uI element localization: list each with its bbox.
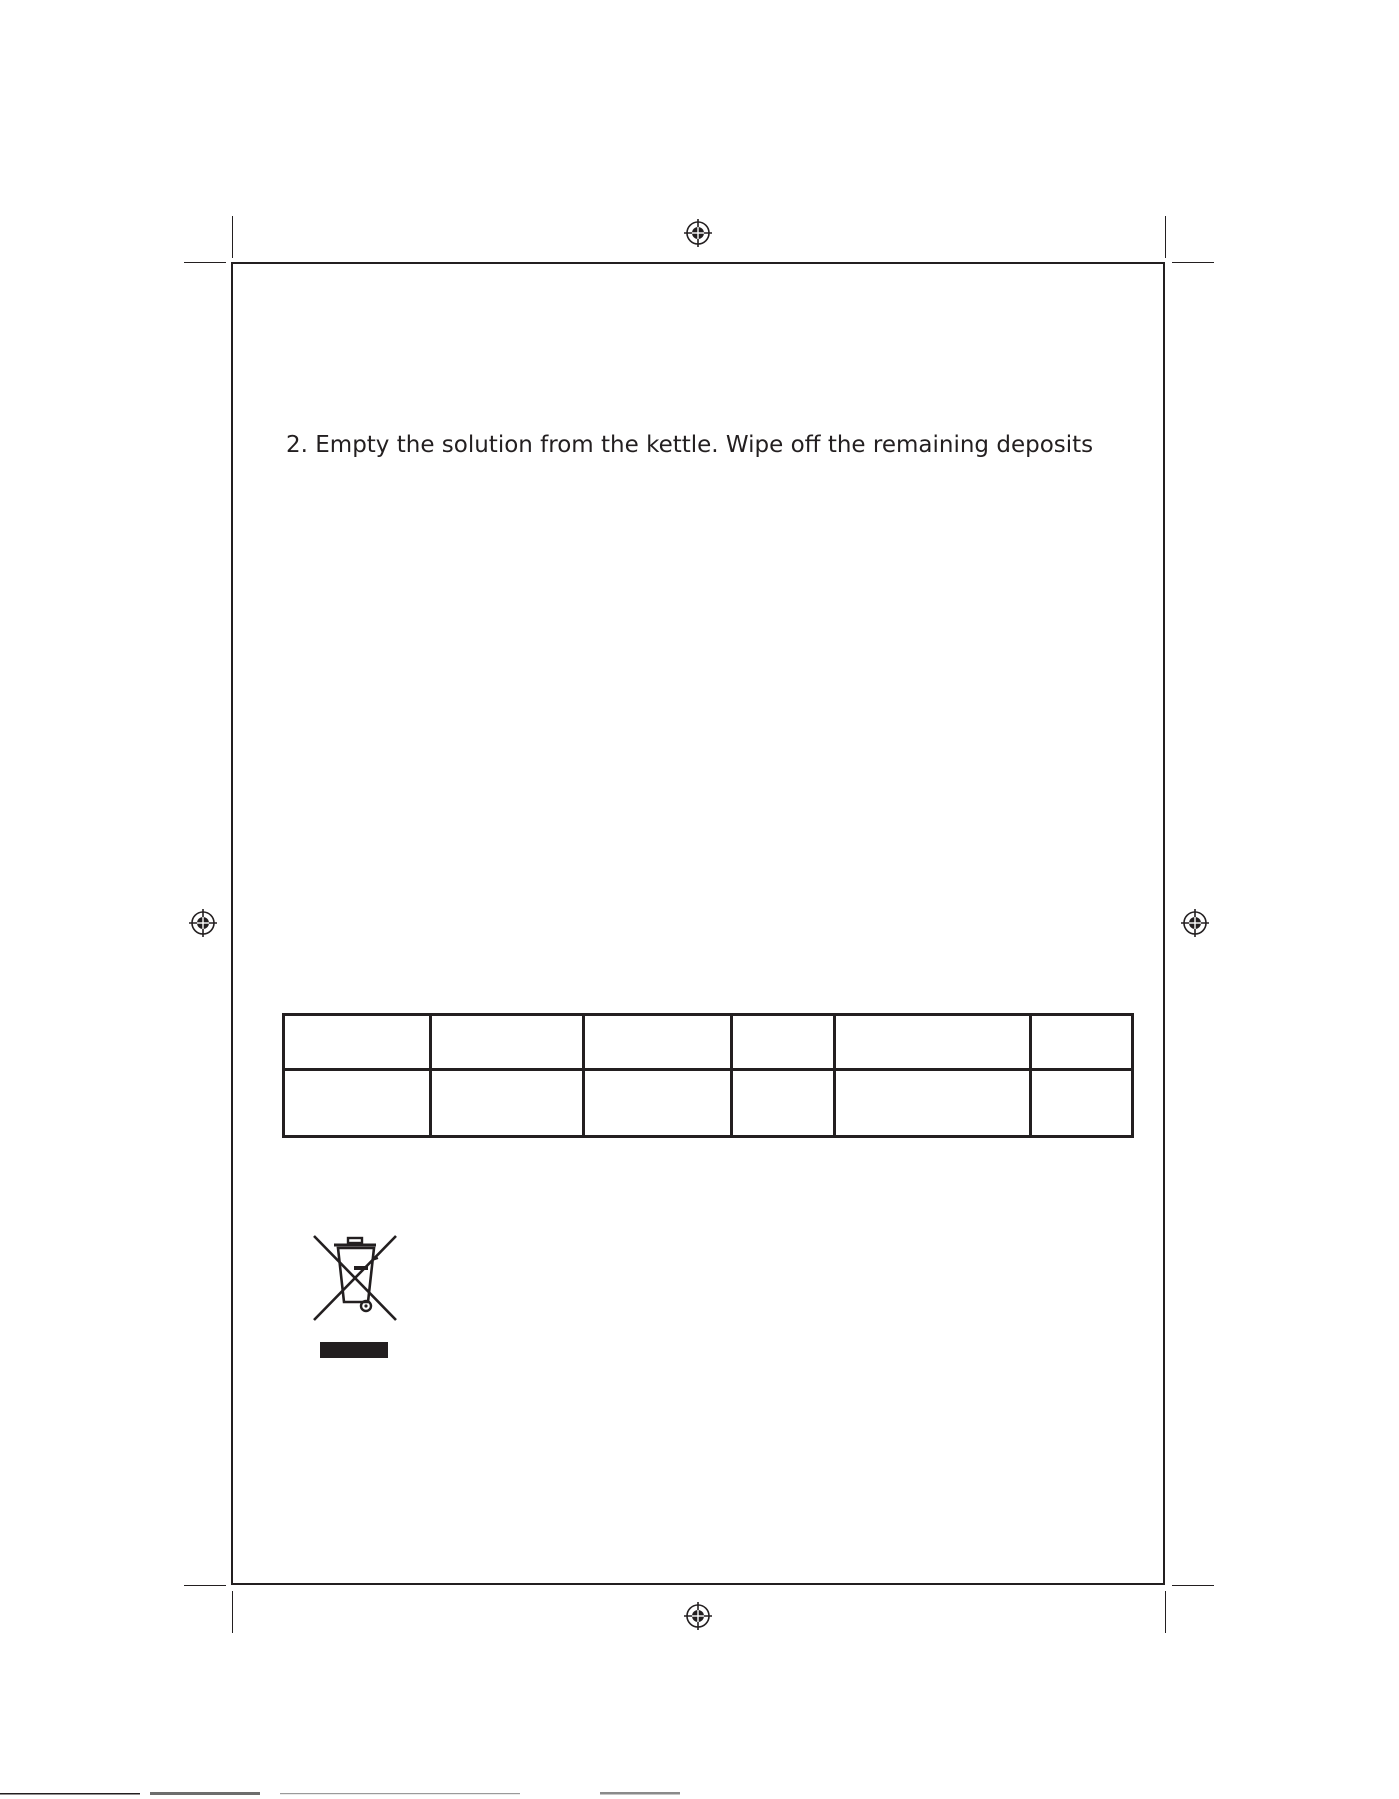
table-cell xyxy=(584,1070,732,1137)
specification-table xyxy=(282,1013,1134,1138)
descaling-step-2: 2. Empty the solution from the kettle. Wipe off the remaining deposits xyxy=(286,432,1094,458)
crop-mark-bottom-left-vertical xyxy=(232,1591,233,1633)
table-cell xyxy=(835,1070,1031,1137)
weee-crossed-out-bin-icon xyxy=(308,1232,404,1362)
print-edge-artifact xyxy=(0,1790,1399,1799)
table-row xyxy=(284,1070,1133,1137)
registration-mark-bottom-icon xyxy=(684,1602,712,1630)
table-cell xyxy=(732,1015,835,1070)
table-cell xyxy=(284,1070,431,1137)
registration-mark-left-icon xyxy=(189,909,217,937)
table-cell xyxy=(732,1070,835,1137)
table-row xyxy=(284,1015,1133,1070)
table-cell xyxy=(1031,1015,1133,1070)
crop-mark-top-right-horizontal xyxy=(1172,262,1214,263)
crop-mark-bottom-right-vertical xyxy=(1165,1591,1166,1633)
crop-mark-bottom-left-horizontal xyxy=(184,1585,226,1586)
table-cell xyxy=(284,1015,431,1070)
registration-mark-top-icon xyxy=(684,219,712,247)
table-cell xyxy=(835,1015,1031,1070)
crop-mark-top-left-vertical xyxy=(232,216,233,258)
table-cell xyxy=(431,1070,584,1137)
crop-mark-bottom-right-horizontal xyxy=(1172,1585,1214,1586)
registration-mark-right-icon xyxy=(1181,909,1209,937)
table-cell xyxy=(1031,1070,1133,1137)
table-cell xyxy=(431,1015,584,1070)
crop-mark-top-right-vertical xyxy=(1165,216,1166,258)
table-cell xyxy=(584,1015,732,1070)
crop-mark-top-left-horizontal xyxy=(184,262,226,263)
